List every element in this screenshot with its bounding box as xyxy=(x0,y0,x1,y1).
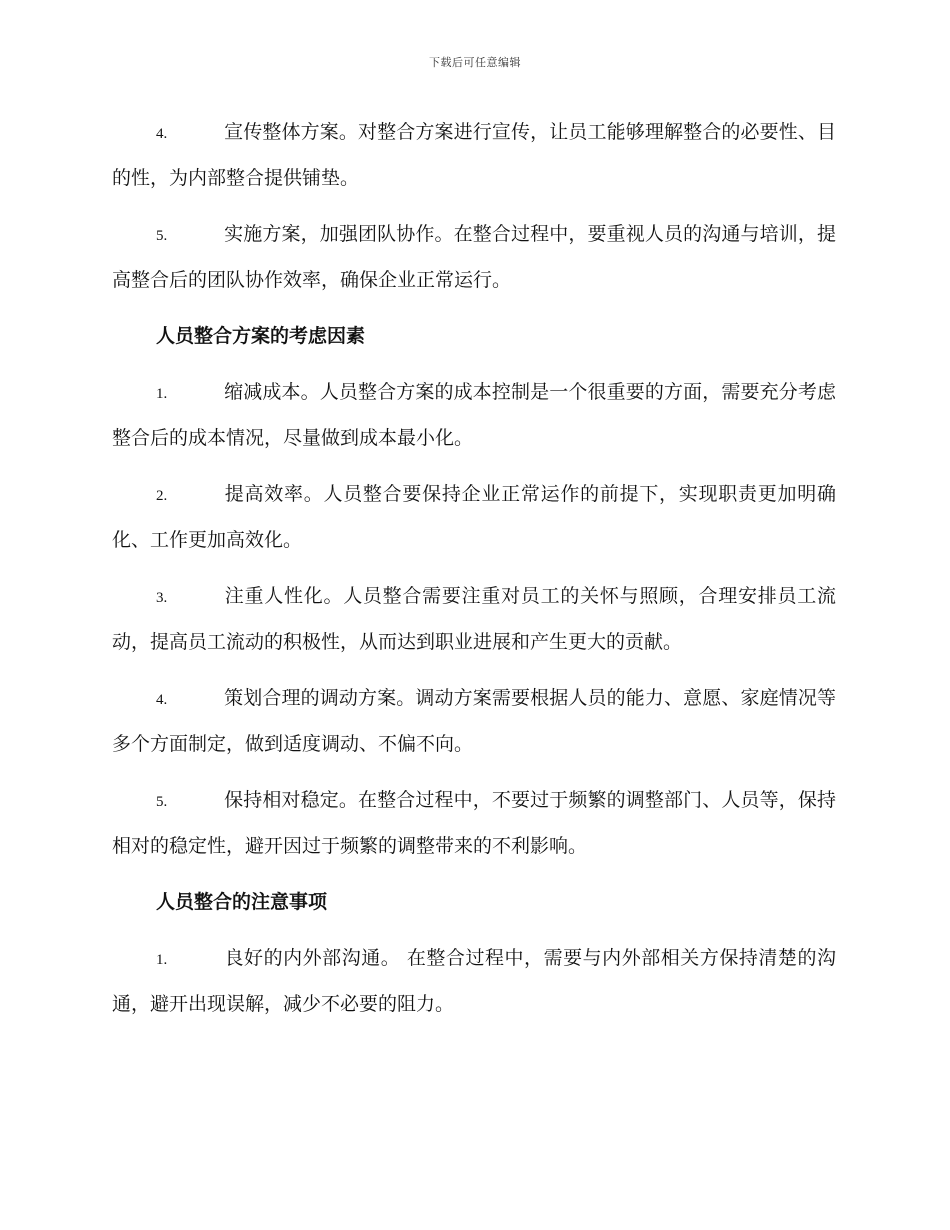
list-text: 注重人性化。人员整合需要注重对员工的关怀与照顾，合理安排员工流动，提高员工流动的积极性，从而达到职业进展和产生更大的贡献。 xyxy=(112,585,836,653)
list-item xyxy=(112,110,836,200)
section-heading: 人员整合方案的考虑因素 xyxy=(156,325,366,347)
list-text: 实施方案，加强团队协作。在整合过程中，要重视人员的沟通与培训，提高整合后的团队协作效率，确保企业正常运行。 xyxy=(112,223,836,291)
list-text: 宣传整体方案。对整合方案进行宣传，让员工能够理解整合的必要性、目的性，为内部整合提供铺垫。 xyxy=(112,121,836,189)
list-item xyxy=(112,676,836,766)
list-item xyxy=(112,370,836,460)
list-number: 1. xyxy=(156,952,168,968)
list-item xyxy=(112,472,836,562)
list-text: 提高效率。人员整合要保持企业正常运作的前提下，实现职责更加明确化、工作更加高效化。 xyxy=(112,483,836,551)
list-number: 5. xyxy=(156,794,168,810)
list-text: 策划合理的调动方案。调动方案需要根据人员的能力、意愿、家庭情况等多个方面制定，做到适度调动、不偏不向。 xyxy=(112,687,836,755)
list-item xyxy=(112,212,836,302)
list-item xyxy=(112,936,836,1026)
list-number: 4. xyxy=(156,126,168,142)
list-number: 4. xyxy=(156,692,168,708)
list-text: 良好的内外部沟通。 在整合过程中，需要与内外部相关方保持清楚的沟通，避开出现误解，减少不必要的阻力。 xyxy=(112,947,836,1015)
list-item xyxy=(112,778,836,868)
list-number: 3. xyxy=(156,590,168,606)
document-body xyxy=(112,110,836,1038)
list-number: 1. xyxy=(156,386,168,402)
list-number: 5. xyxy=(156,228,168,244)
list-number: 2. xyxy=(156,488,168,504)
list-text: 缩减成本。人员整合方案的成本控制是一个很重要的方面，需要充分考虑整合后的成本情况，尽量做到成本最小化。 xyxy=(112,381,836,449)
list-text: 保持相对稳定。在整合过程中，不要过于频繁的调整部门、人员等，保持相对的稳定性，避开因过于频繁的调整带来的不利影响。 xyxy=(112,789,836,857)
page-header: 下载后可任意编辑 xyxy=(429,56,521,69)
list-item xyxy=(112,574,836,664)
section-heading: 人员整合的注意事项 xyxy=(156,891,328,913)
